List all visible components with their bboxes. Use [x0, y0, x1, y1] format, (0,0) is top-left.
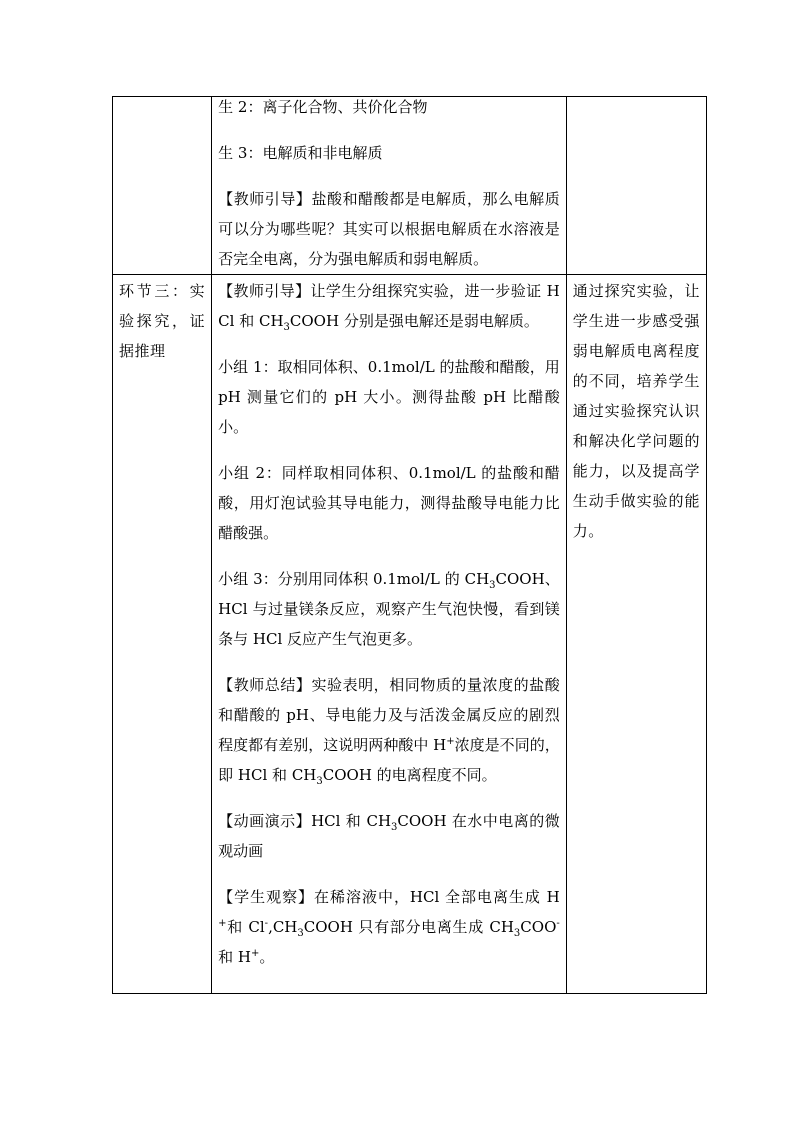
lesson-plan-table — [112, 96, 707, 994]
table-row — [113, 97, 707, 275]
activity-cell — [212, 275, 567, 994]
group-1-paragraph: 小组 1：取相同体积、0.1mol/L 的盐酸和醋酸，用 pH 测量它们的 pH 大小。测得盐酸 pH 比醋酸小。 — [218, 358, 560, 436]
stage-cell — [113, 275, 212, 994]
purpose-cell — [566, 97, 706, 275]
teacher-guide-paragraph: 【教师引导】盐酸和醋酸都是电解质，那么电解质可以分为哪些呢？其实可以根据电解质在水溶液是否完全电离，分为强电解质和弱电解质。 — [218, 190, 560, 268]
activity-cell — [212, 97, 567, 275]
purpose-text: 通过探究实验，让学生进一步感受强弱电解质电离程度的不同，培养学生通过实验探究认识和解决化学问题的能力，以及提高学生动手做实验的能力。 — [572, 282, 700, 540]
table-row — [113, 275, 707, 994]
student-answer-2: 生 2：离子化合物、共价化合物 — [218, 98, 428, 116]
student-answer-3: 生 3：电解质和非电解质 — [218, 144, 383, 162]
animation-demo-paragraph: 【动画演示】HCl 和 $CH_3COOH$ 在水中电离的微观动画 — [218, 812, 560, 860]
stage-label: 环节三：实验探究，证据推理 — [119, 282, 206, 360]
teacher-guide-paragraph: 【教师引导】让学生分组探究实验，进一步验证 HCl 和 $CH_3COOH$ 分别是强电解还是弱电解质。 — [218, 282, 560, 333]
group-3-paragraph: 小组 3：分别用同体积 0.1mol/L 的 $CH_3COOH$、HCl 与过量镁条反应，观察产生气泡快慢，看到镁条与 HCl 反应产生气泡更多。 — [218, 570, 560, 648]
purpose-cell — [566, 275, 706, 994]
teacher-summary-paragraph: 【教师总结】实验表明，相同物质的量浓度的盐酸和醋酸的 pH、导电能力及与活泼金属反应的剧烈程度都有差别，这说明两种酸中 H+浓度是不同的，即 HCl 和 $CH_3COOH$ 的电离程度不同。 — [218, 676, 560, 787]
student-observation-paragraph: 【学生观察】在稀溶液中，HCl 全部电离生成 H+和 $Cl^-,CH_3COOH$ 只有部分电离生成 $CH_3COO^-$和 H+。 — [218, 888, 560, 966]
stage-cell — [113, 97, 212, 275]
group-2-paragraph: 小组 2：同样取相同体积、0.1mol/L 的盐酸和醋酸，用灯泡试验其导电能力，测得盐酸导电能力比醋酸强。 — [218, 464, 560, 542]
